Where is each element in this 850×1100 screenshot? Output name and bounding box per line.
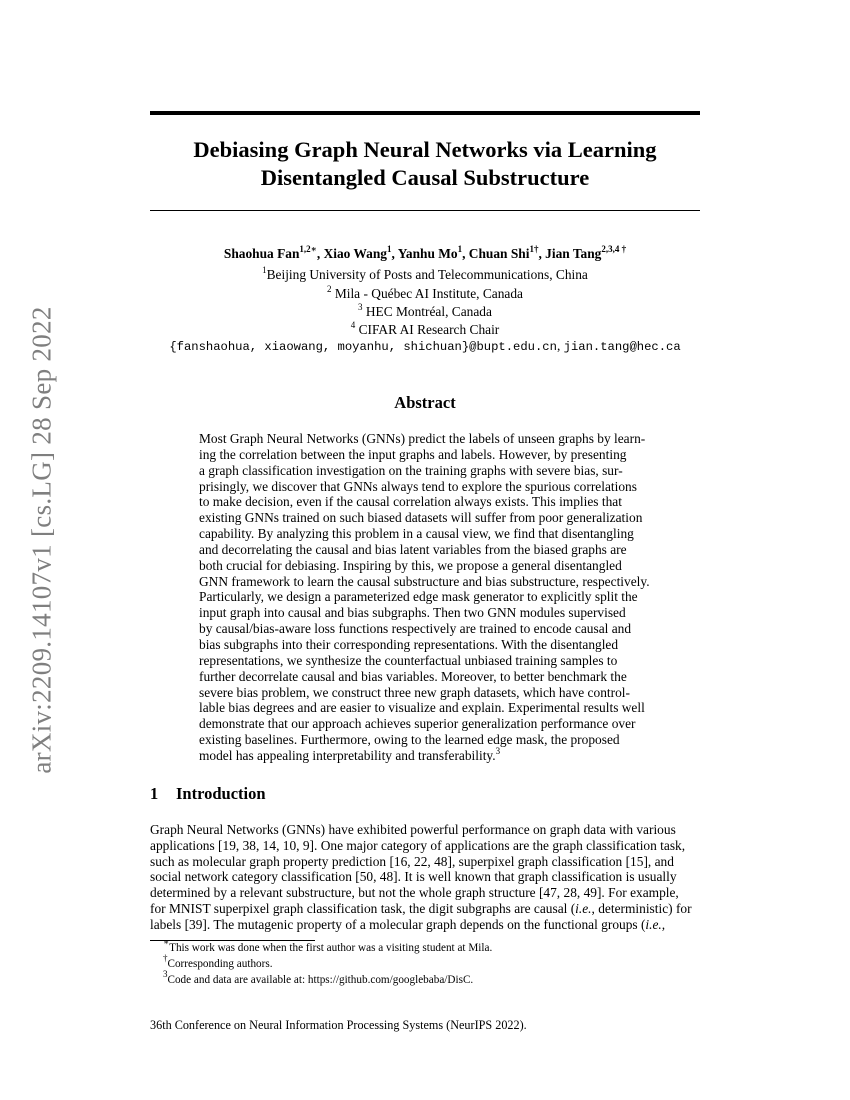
footnote-mark: † (163, 953, 168, 963)
author-affil: 1 (457, 244, 463, 254)
section-number: 1 (150, 784, 159, 803)
author-emails: {fanshaohua, xiaowang, moyanhu, shichuan}@bupt.edu.cn, jian.tang@hec.ca (169, 338, 681, 354)
ie-abbrev: i.e. (575, 900, 592, 916)
arxiv-stamp: arXiv:2209.14107v1 [cs.LG] 28 Sep 2022 (26, 306, 57, 774)
abstract-line: existing baselines. Furthermore, owing to the learned edge mask, the proposed (199, 732, 620, 748)
author-affil: 1 (386, 244, 392, 254)
title-line-1: Debiasing Graph Neural Networks via Learning (193, 137, 657, 162)
author-name: Yanhu Mo (397, 246, 458, 261)
email-group[interactable]: {fanshaohua, xiaowang, moyanhu, shichuan}@bupt.edu.cn (169, 340, 557, 354)
abstract-line: by causal/bias-aware loss functions respectively are trained to encode causal and (199, 621, 632, 637)
author-name: Jian Tang (545, 246, 602, 261)
body-line: such as molecular graph property prediction [16, 22, 48], superpixel graph classification [15], and (150, 853, 674, 869)
abstract-line: a graph classification investigation on the training graphs with severe bias, sur- (199, 462, 623, 478)
conference-footer: 36th Conference on Neural Information Processing Systems (NeurIPS 2022). (150, 1018, 527, 1032)
author-name: Shaohua Fan (223, 246, 300, 261)
abstract-line: further decorrelate causal and bias variables. Moreover, to better benchmark the (199, 668, 627, 684)
abstract-line: severe bias problem, we construct three new graph datasets, which have control- (199, 684, 630, 700)
footnote-1 (163, 937, 493, 954)
abstract-line: prisingly, we discover that GNNs always tend to explore the spurious correlations (199, 478, 637, 494)
author-name: Chuan Shi (468, 246, 530, 261)
abstract-line: demonstrate that our approach achieves superior generalization performance over (199, 716, 636, 732)
abstract-line: representations, we synthesize the counterfactual unbiased training samples to (199, 652, 618, 668)
abstract-line: lable bias degrees and are easier to visualize and explain. Experimental results well (199, 700, 645, 716)
affiliation-number: 3 (358, 302, 363, 312)
footnote-mark: 3 (163, 969, 168, 979)
affiliation-text: Beijing University of Posts and Telecommunications, China (266, 267, 588, 282)
abstract-line: Most Graph Neural Networks (GNNs) predict the labels of unseen graphs by learn- (199, 431, 646, 446)
author-list: Shaohua Fan$^{1,2∗}$, Xiao Wang$^1$, Yanhu Mo$^1$, Chuan Shi$^{1\dagger}$, Jian Tang$^{2,3,4 \dagger}$ (223, 244, 627, 261)
title-bottom-rule (150, 210, 700, 211)
abstract-line: ing the correlation between the input graphs and labels. However, by presenting (199, 446, 627, 462)
abstract-heading: Abstract (394, 393, 456, 412)
affiliation-1 (150, 266, 700, 284)
body-line: determined by a relevant substructure, but not the whole graph structure [47, 28, 49]. For example, (150, 885, 679, 901)
affiliation-text: CIFAR AI Research Chair (355, 322, 500, 337)
footnote-2 (163, 953, 273, 970)
affiliation-number: 2 (326, 284, 332, 294)
footnote-3 (163, 969, 474, 986)
body-line: Graph Neural Networks (GNNs) have exhibited powerful performance on graph data with various (150, 822, 676, 837)
footnote-mark: ∗ (163, 937, 170, 947)
abstract-line: both crucial for debiasing. Inspiring by this, we propose a general disentangled (199, 557, 622, 573)
title-top-rule (150, 111, 700, 115)
body-line-rest: , deterministic) for (591, 900, 692, 916)
abstract-line: existing GNNs trained on such biased datasets will suffer from poor generalization (199, 510, 643, 526)
author-mark: ∗ (310, 244, 317, 254)
author-affil: 1† (529, 244, 539, 254)
author-affil: 2,3,4 † (601, 244, 627, 254)
paper-title (150, 136, 700, 192)
abstract-line: to make decision, even if the causal correlation always exists. This implies that (199, 494, 622, 510)
abstract-line: capability. By analyzing this problem in a causal view, we find that disentangling (199, 526, 634, 542)
affiliation-4 (150, 321, 700, 339)
affiliation-text: HEC Montréal, Canada (362, 304, 492, 319)
abstract-line: input graph into causal and bias subgraphs. Then two GNN modules supervised (199, 605, 626, 621)
abstract-line: bias subgraphs into their corresponding representations. With the disentangled (199, 636, 619, 652)
author-name: Xiao Wang (323, 246, 387, 261)
affiliation-number: 1 (262, 265, 267, 275)
body-line-7 (150, 917, 700, 933)
footnote-ref[interactable]: 3 (495, 745, 501, 756)
affiliation-3 (150, 303, 700, 321)
body-line-6 (150, 901, 700, 917)
abstract-line: and decorrelating the causal and bias latent variables from the biased graphs are (199, 541, 627, 557)
title-line-2: Disentangled Causal Substructure (260, 165, 590, 190)
footnote-text[interactable]: Code and data are available at: https://github.com/googlebaba/DisC. (167, 974, 474, 986)
author-affil: 1,2 (299, 244, 311, 254)
footnote-rule (150, 940, 315, 941)
affiliation-number: 4 (350, 320, 356, 330)
abstract-line: model has appealing interpretability and transferability. (199, 747, 496, 763)
footnote-text: Corresponding authors. (167, 958, 273, 970)
abstract-line: Particularly, we design a parameterized edge mask generator to explicitly split the (199, 589, 638, 605)
affiliation-text: Mila - Québec AI Institute, Canada (331, 286, 523, 301)
intro-body (150, 822, 700, 933)
email-single[interactable]: jian.tang@hec.ca (563, 340, 681, 354)
body-line: labels [39]. The mutagenic property of a molecular graph depends on the functional groups ( (150, 916, 646, 932)
ie-abbrev: i.e., (645, 916, 666, 932)
body-line: for MNIST superpixel graph classification task, the digit subgraphs are causal ( (150, 900, 576, 916)
abstract-last-line (199, 745, 651, 764)
abstract-line: GNN framework to learn the causal substructure and bias substructure, respectively. (199, 573, 650, 589)
section-heading (150, 784, 266, 804)
body-line: applications [19, 38, 14, 10, 9]. One major category of applications are the graph classification task, (150, 837, 686, 853)
body-line: social network category classification [50, 48]. It is well known that graph classification is usually (150, 869, 677, 885)
footnote-text: This work was done when the first author was a visiting student at Mila. (169, 942, 493, 954)
section-title: Introduction (176, 784, 266, 803)
abstract-body (199, 431, 651, 764)
affiliation-2 (150, 285, 700, 303)
